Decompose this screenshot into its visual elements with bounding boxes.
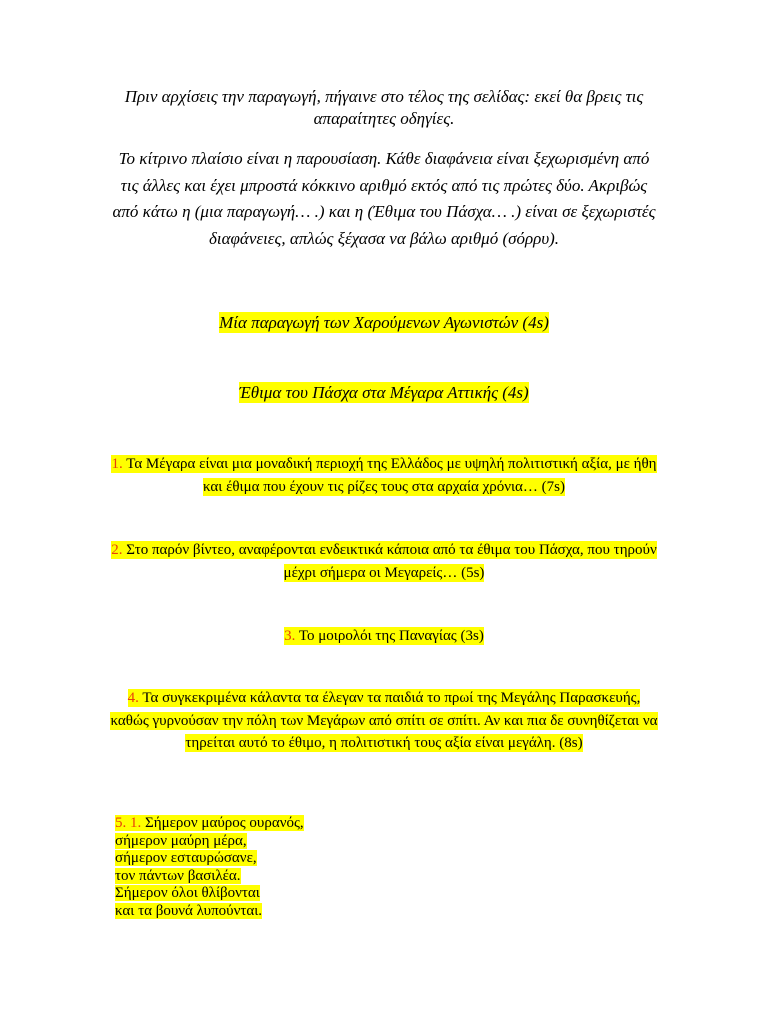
poem-line-3: [115, 850, 304, 868]
slide-1: [110, 453, 658, 498]
poem-line-5: [115, 885, 304, 903]
slide-2-text: Στο παρόν βίντεο, αναφέρονται ενδεικτικά κάποια από τα έθιμα του Πάσχα, που τηρούν μέχρι σήμερα οι Μεγαρείς… (5s): [122, 542, 657, 581]
slide-4: [110, 687, 658, 755]
slide-2: [110, 539, 658, 584]
poem-line-1-highlight: [115, 815, 304, 831]
slide-2-highlight: [111, 541, 656, 582]
slide-3-number: 3.: [284, 628, 296, 644]
intro-paragraph-2: Το κίτρινο πλαίσιο είναι η παρουσίαση. Κάθε διαφάνεια είναι ξεχωρισμένη από τις άλλες και έχει μπροστά κόκκινο αριθμό εκτός από τις πρώτες δύο. Ακριβώς από κάτω η (μια παραγωγή… .) και η (Έθιμα του Πάσχα… .) είναι σε ξεχωριστές διαφάνειες, απλώς ξέχασα να βάλω αριθμό (σόρρυ).: [112, 149, 656, 248]
slide-5-number: 5. 1.: [115, 815, 142, 831]
poem-line-4-text: τον πάντων βασιλέα.: [115, 867, 241, 884]
poem-line-6: [115, 903, 304, 921]
slide-5-poem: [115, 815, 304, 921]
easter-title-text: Έθιμα του Πάσχα στα Μέγαρα Αττικής (4s): [239, 383, 529, 402]
slide-2-number: 2.: [111, 542, 123, 558]
poem-line-5-text: Σήμερον όλοι θλίβονται: [115, 885, 260, 902]
poem-line-2: [115, 833, 304, 851]
slide-4-number: 4.: [127, 690, 139, 706]
intro-paragraph-1: Πριν αρχίσεις την παραγωγή, πήγαινε στο τέλος της σελίδας: εκεί θα βρεις τις απαραίτητες οδηγίες.: [124, 87, 644, 128]
poem-line-1-text: Σήμερον μαύρος ουρανός,: [141, 815, 304, 831]
slide-4-text: Τα συγκεκριμένα κάλαντα τα έλεγαν τα παιδιά το πρωί της Μεγάλης Παρασκευής, καθώς γυρνούσαν την πόλη των Μεγάρων από σπίτι σε σπίτι. Αν και πια δε συνηθίζεται να τηρείται αυτό το έθιμο, η πολιτιστική τους αξία είναι μεγάλη. (8s): [110, 690, 658, 751]
poem-line-3-text: σήμερον εσταυρώσανε,: [115, 850, 257, 867]
poem-line-2-text: σήμερον μαύρη μέρα,: [115, 832, 247, 849]
slide-3: [110, 625, 658, 648]
easter-title: [0, 383, 768, 403]
slide-4-highlight: [110, 689, 657, 752]
poem-line-6-text: και τα βουνά λυπούνται.: [115, 902, 263, 919]
slide-3-text: Το μοιρολόι της Παναγίας (3s): [295, 628, 484, 644]
slide-1-highlight: [111, 455, 656, 496]
slide-3-highlight: [284, 627, 484, 645]
slide-1-number: 1.: [111, 456, 123, 472]
slide-1-text: Τα Μέγαρα είναι μια μοναδική περιοχή της Ελλάδος με υψηλή πολιτιστική αξία, με ήθη και έθιμα που έχουν τις ρίζες τους στα αρχαία χρόνια… (7s): [122, 456, 657, 495]
production-title-text: Μία παραγωγή των Χαρούμενων Αγωνιστών (4s): [219, 313, 549, 332]
poem-line-4: [115, 868, 304, 886]
poem-line-1: [115, 815, 304, 833]
production-title: [0, 313, 768, 333]
